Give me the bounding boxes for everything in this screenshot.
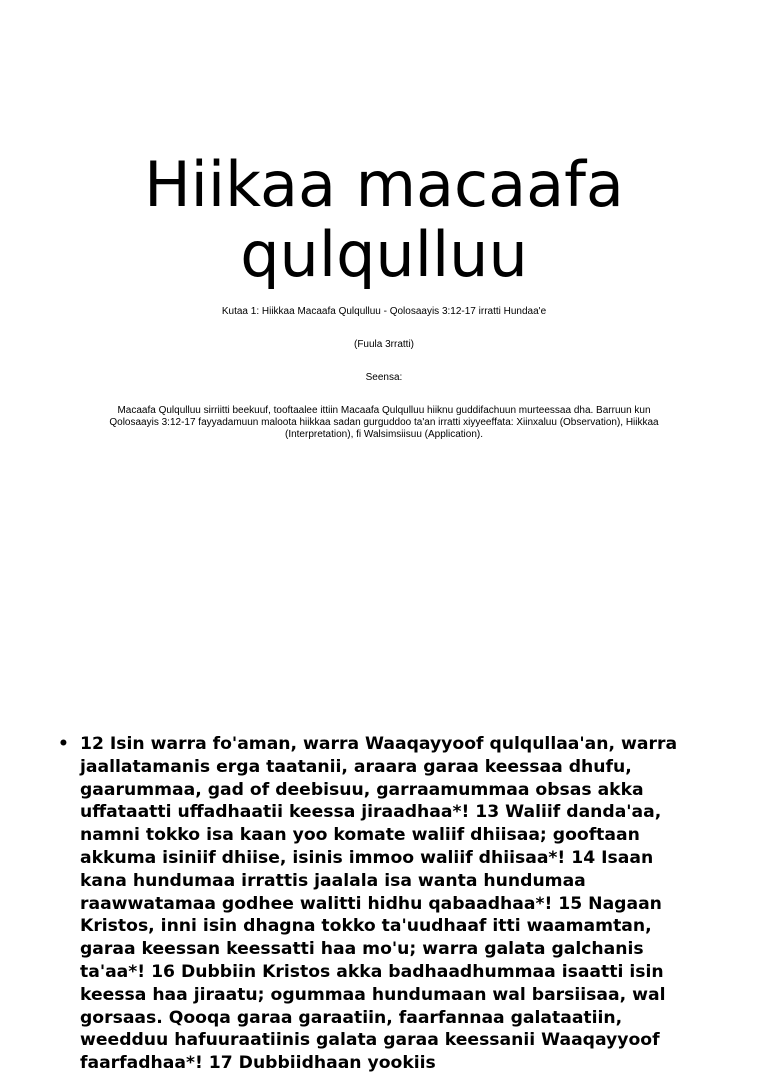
slide-title-line-2: qulqulluu [240, 218, 528, 291]
slide-title [0, 150, 768, 290]
slide-title-line-1: Hiikaa macaafa [144, 148, 624, 221]
verse-text: 12 Isin warra fo'aman, warra Waaqayyoof qulqullaa'an, warra jaallatamanis erga taatanii, araara garaa keessaa dhufu, gaarummaa, gad of deebisuu, garraamummaa obsas akka uffataatti uffadhaatii keessa jiraadhaa*! 13 Waliif danda'aa, namni tokko isa kaan yoo komate waliif dhiisaa; gooftaan akkuma isiniif dhiise, isinis immoo waliif dhiisaa*! 14 Isaan kana hundumaa irrattis jaalala isa wanta hundumaa raawwatamaa godhee walitti hidhu qabaadhaa*! 15 Nagaan Kristos, inni isin dhagna tokko ta'uudhaaf itti waamamtan, garaa keessan keessatti haa mo'u; warra galata galchanis ta'aa*! 16 Dubbiin Kristos akka badhaadhummaa isaatti isin keessa haa jiraatu; ogummaa hundumaan wal barsiisaa, wal gorsaas. Qooqa garaa garaatiin, faarfannaa galataatiin, weedduu hafuuraatiinis galata garaa keessanii Waaqayyoof faarfadhaa*! 17 Dubbiidhaan yookiis [80, 734, 678, 1074]
bullet-icon: • [58, 734, 69, 754]
intro-text: Macaafa Qulqulluu sirriitti beekuuf, tooftaalee ittiin Macaafa Qulqulluu hiiknu guddifachuun murteessaa dha. Barruun kun Qolosaayis 3:12-17 fayyadamuun maloota hiikkaa sadan gurguddoo ta'an irratti xiyyeeffata: Xiinxaluu (Observation), Hiikkaa (Interpretation), fi Walsimsiisuu (Application). [109, 405, 659, 440]
slide-subtitle: Kutaa 1: Hiikkaa Macaafa Qulqulluu - Qolosaayis 3:12-17 irratti Hundaa'e [221, 306, 547, 317]
page-reference: (Fuula 3rratti) [353, 339, 414, 350]
intro-label: Seensa: [365, 372, 403, 383]
